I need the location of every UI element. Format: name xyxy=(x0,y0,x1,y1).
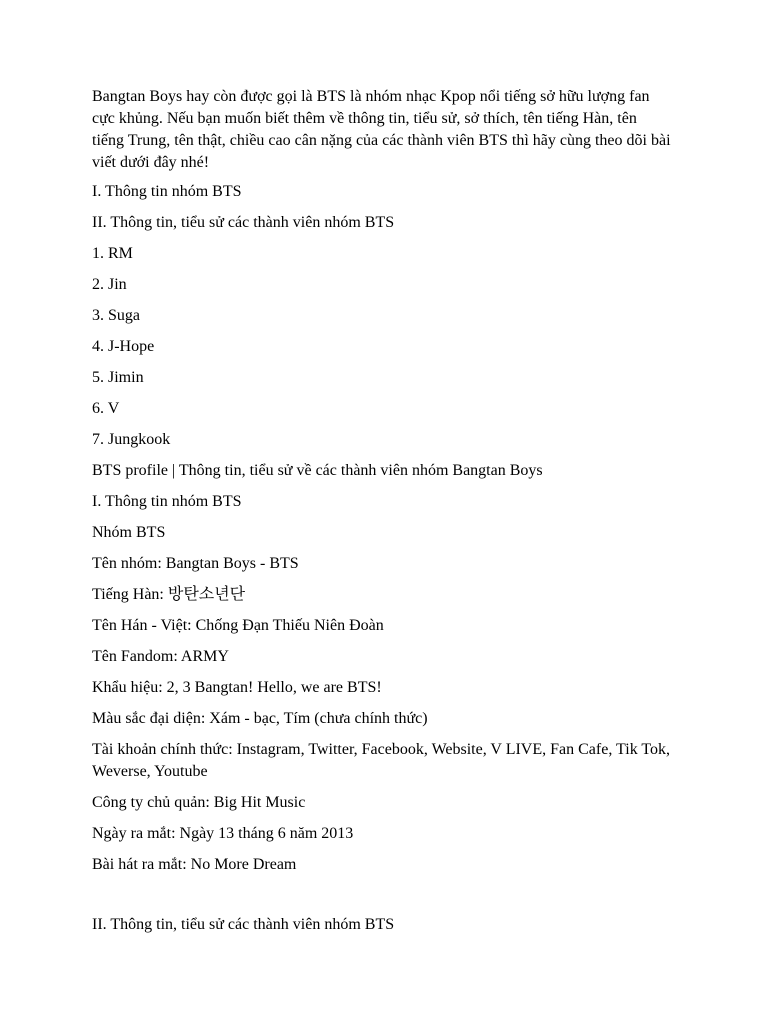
toc-member-v: 6. V xyxy=(92,400,120,417)
fact-official-accounts: Tài khoản chính thức: Instagram, Twitter, Facebook, Website, V LIVE, Fan Cafe, Tik Tok, Weverse, Youtube xyxy=(92,741,671,780)
fact-debut-date: Ngày ra mắt: Ngày 13 tháng 6 năm 2013 xyxy=(92,825,354,842)
fact-sino-vietnamese-name: Tên Hán - Việt: Chống Đạn Thiếu Niên Đoàn xyxy=(92,617,384,634)
fact-slogan: Khẩu hiệu: 2, 3 Bangtan! Hello, we are BTS! xyxy=(92,679,382,696)
toc-member-jungkook: 7. Jungkook xyxy=(92,431,171,448)
fact-debut-song: Bài hát ra mắt: No More Dream xyxy=(92,856,297,873)
toc-member-j-hope: 4. J-Hope xyxy=(92,338,155,355)
fact-representative-colors: Màu sắc đại diện: Xám - bạc, Tím (chưa chính thức) xyxy=(92,710,428,727)
toc-member-suga: 3. Suga xyxy=(92,307,140,324)
section-1-heading: I. Thông tin nhóm BTS xyxy=(92,493,242,510)
blank-line xyxy=(92,885,672,914)
article-title: BTS profile | Thông tin, tiểu sử về các thành viên nhóm Bangtan Boys xyxy=(92,462,543,479)
toc-member-jin: 2. Jin xyxy=(92,276,127,293)
fact-korean-name: Tiếng Hàn: 방탄소년단 xyxy=(92,586,246,603)
document-body xyxy=(92,86,672,945)
fact-company: Công ty chủ quản: Big Hit Music xyxy=(92,794,306,811)
fact-group-name: Tên nhóm: Bangtan Boys - BTS xyxy=(92,555,299,572)
toc-member-rm: 1. RM xyxy=(92,245,133,262)
toc-section-2: II. Thông tin, tiểu sử các thành viên nhóm BTS xyxy=(92,214,395,231)
toc-member-jimin: 5. Jimin xyxy=(92,369,144,386)
group-label: Nhóm BTS xyxy=(92,524,166,541)
fact-fandom-name: Tên Fandom: ARMY xyxy=(92,648,229,665)
section-2-heading: II. Thông tin, tiểu sử các thành viên nhóm BTS xyxy=(92,916,395,933)
toc-section-1: I. Thông tin nhóm BTS xyxy=(92,183,242,200)
intro-paragraph: Bangtan Boys hay còn được gọi là BTS là nhóm nhạc Kpop nổi tiếng sở hữu lượng fan cực khủng. Nếu bạn muốn biết thêm về thông tin, tiểu sử, sở thích, tên tiếng Hàn, tên tiếng Trung, tên thật, chiều cao cân nặng của các thành viên BTS thì hãy cùng theo dõi bài viết dưới đây nhé! xyxy=(92,88,671,171)
